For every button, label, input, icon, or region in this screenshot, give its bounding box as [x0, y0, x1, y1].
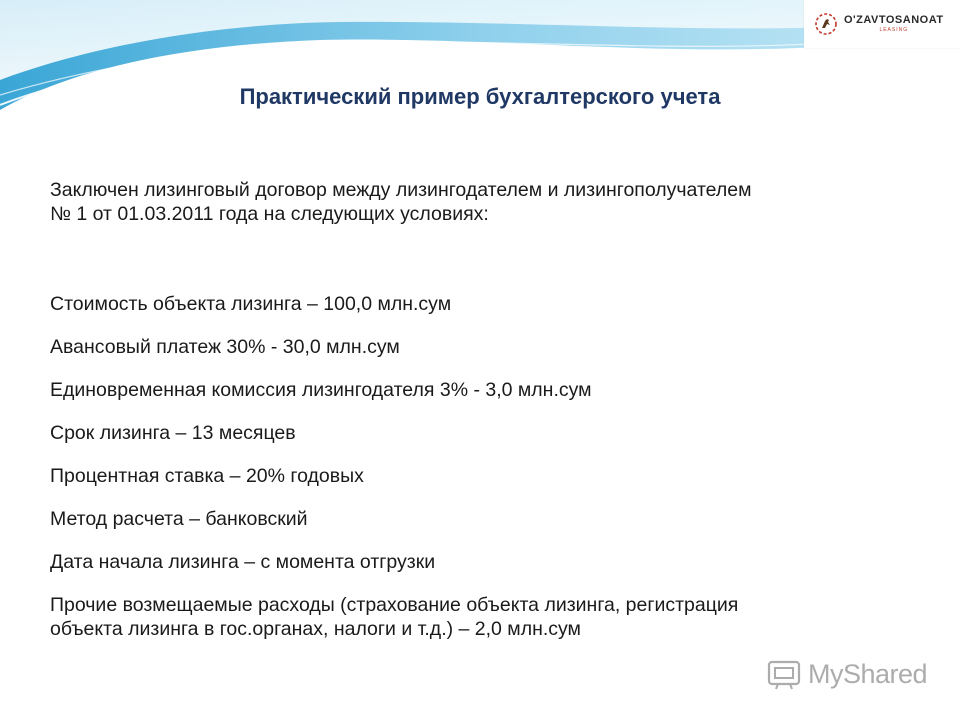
myshared-logo-icon [766, 656, 802, 692]
term-item: Метод расчета – банковский [50, 508, 308, 530]
term-item: Срок лизинга – 13 месяцев [50, 422, 296, 444]
intro-line: № 1 от 01.03.2011 года на следующих условиях: [50, 203, 489, 225]
watermark-text: MyShared [808, 658, 928, 689]
horse-emblem-icon [814, 12, 838, 36]
term-item: Дата начала лизинга – с момента отгрузки [50, 551, 436, 573]
slide-title: Практический пример бухгалтерского учета [239, 84, 721, 109]
company-logo [804, 0, 960, 48]
term-item: Единовременная комиссия лизингодателя 3% - 3,0 млн.сум [50, 379, 592, 401]
term-item: Процентная ставка – 20% годовых [50, 465, 364, 487]
intro-paragraph [50, 178, 920, 226]
term-item-line: объекта лизинга в гос.органах, налоги и т.д.) – 2,0 млн.сум [50, 618, 581, 640]
intro-line: Заключен лизинговый договор между лизингодателем и лизингополучателем [50, 179, 752, 201]
myshared-watermark [766, 656, 927, 692]
term-item [50, 593, 920, 641]
logo-subtitle: LEASING [879, 27, 909, 33]
logo-name: O'ZAVTOSANOAT [844, 14, 944, 26]
lease-terms-list [50, 292, 920, 641]
slide-body [50, 178, 920, 641]
term-item: Авансовый платеж 30% - 30,0 млн.сум [50, 336, 400, 358]
term-item-line: Прочие возмещаемые расходы (страхование объекта лизинга, регистрация [50, 594, 739, 616]
term-item: Стоимость объекта лизинга – 100,0 млн.сум [50, 293, 452, 315]
